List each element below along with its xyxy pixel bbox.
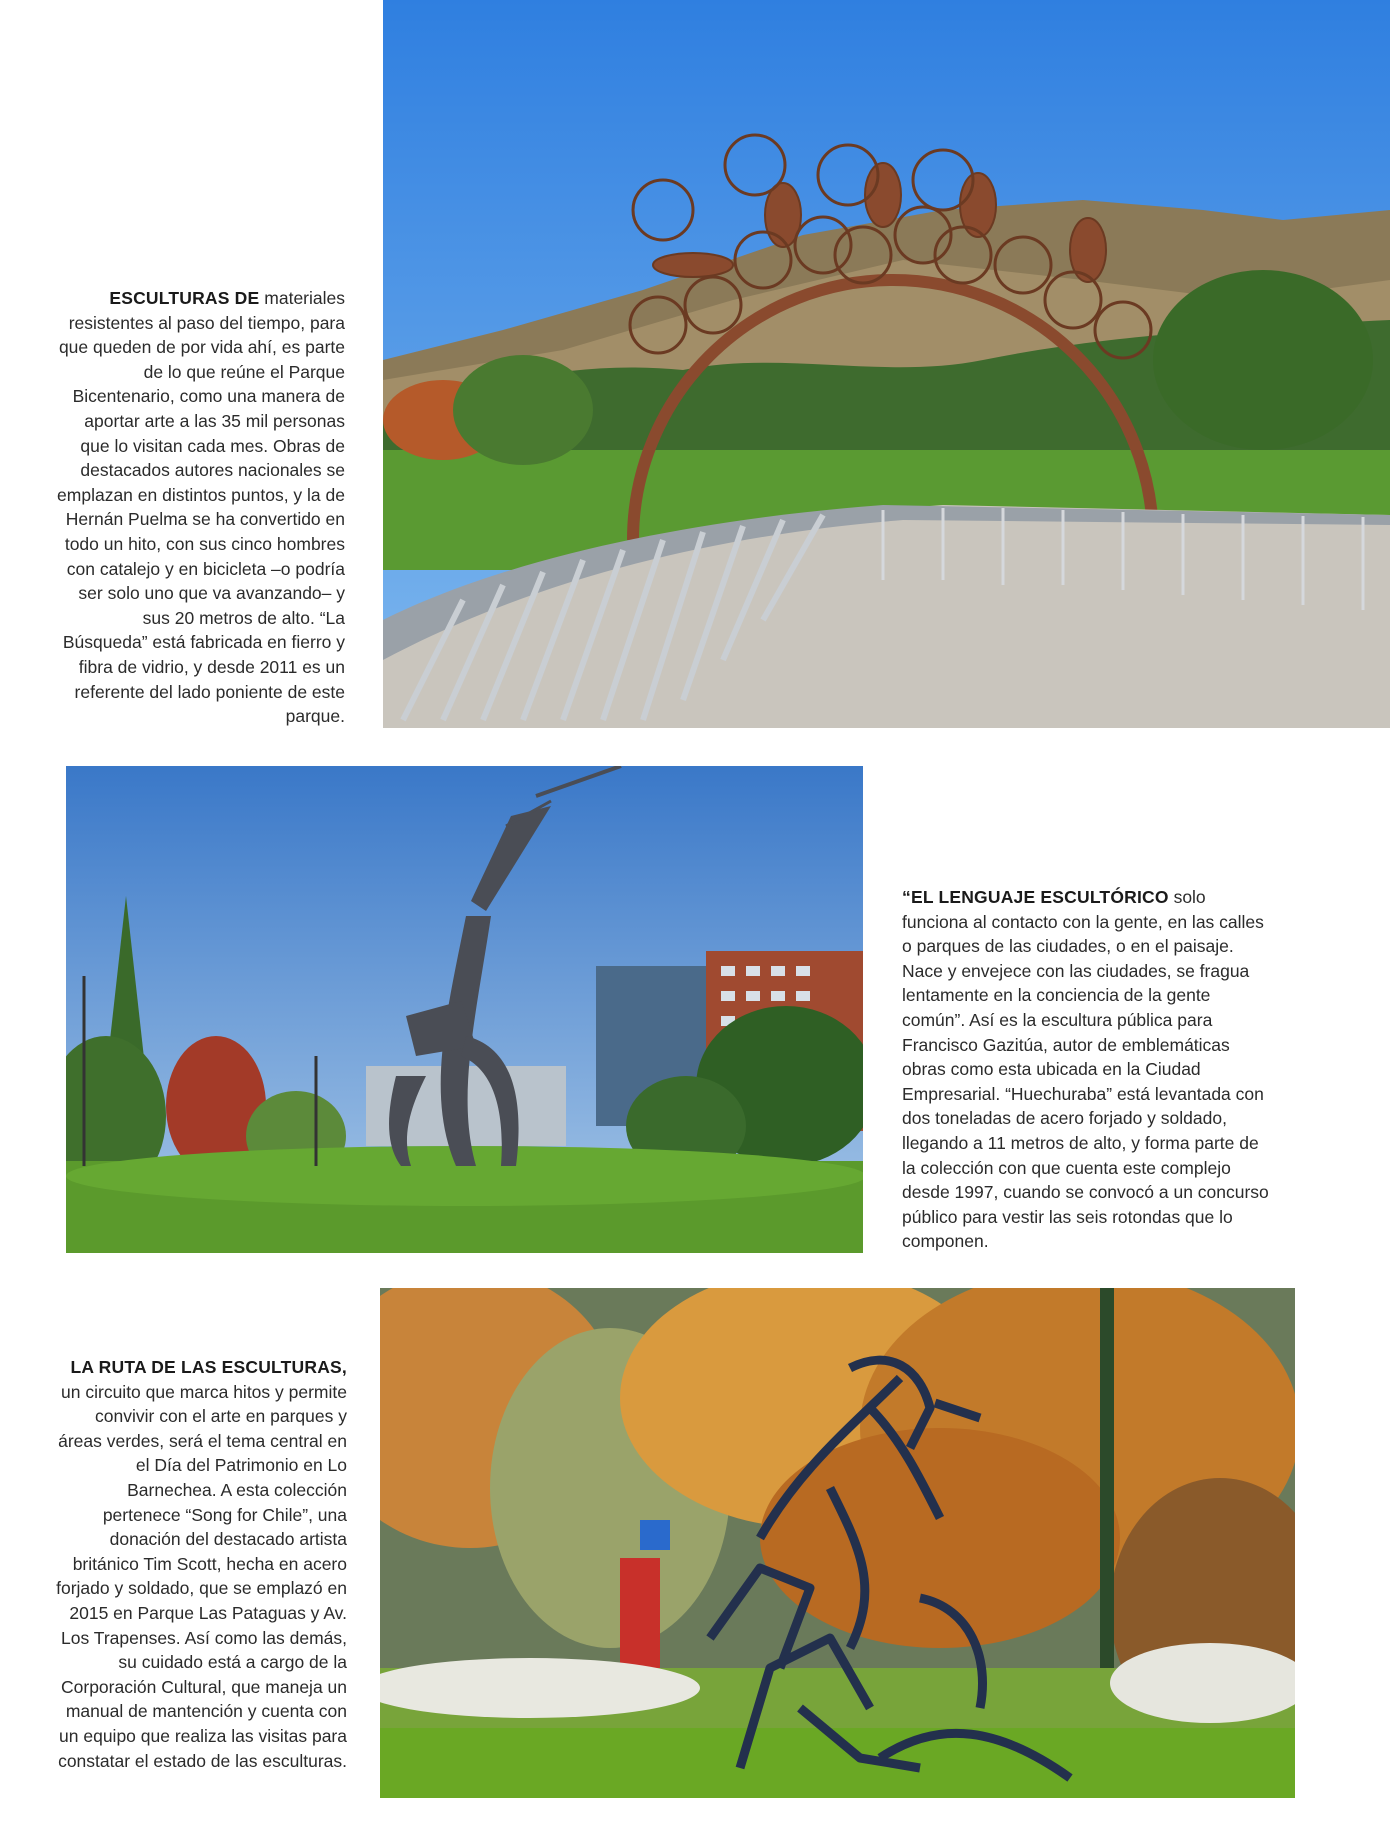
caption-body: materiales resistentes al paso del tiempo, para que queden de por vida ahí, es parte de lo que reúne el Parque Bicentenario, como una manera de aportar arte a las 35 mil personas que lo visitan cada mes. Obras de destacados autores nacionales se emplazan en distintos puntos, y la de Hernán Puelma se ha convertido en todo un hito, con sus cinco hombres con catalejo y en bicicleta –o podría ser solo uno que va avanzando– y sus 20 metros de alto. “La Búsqueda” está fabricada en fierro y fibra de vidrio, y desde 2011 es un referente del lado poniente de este parque. xyxy=(57,288,345,727)
photo-la-busqueda xyxy=(383,0,1390,728)
caption-body: solo funciona al contacto con la gente, en las calles o parques de las ciudades, o en el paisaje. Nace y envejece con las ciudades, se fragua lentamente en la conciencia de la gente común”. Así es la escultura pública para Francisco Gazitúa, autor de emblemáticas obras como esta ubicada en la Ciudad Empresarial. “Huechuraba” está levantada con dos toneladas de acero forjado y soldado, llegando a 11 metros de alto, y forma parte de la colección con que cuenta este complejo desde 1997, cuando se convocó a un concurso público para vestir las seis rotondas que lo componen. xyxy=(902,887,1269,1252)
photo-huechuraba xyxy=(66,766,863,1253)
caption-song-for-chile xyxy=(55,1355,347,1773)
caption-body: un circuito que marca hitos y permite convivir con el arte en parques y áreas verdes, será el tema central en el Día del Patrimonio en Lo Barnechea. A esta colección pertenece “Song for Chile”, una donación del destacado artista británico Tim Scott, hecha en acero forjado y soldado, que se emplazó en 2015 en Parque Las Pataguas y Av. Los Trapenses. Así como las demás, su cuidado está a cargo de la Corporación Cultural, que maneja un manual de mantención y cuenta con un equipo que realiza las visitas para constatar el estado de las esculturas. xyxy=(56,1381,347,1771)
caption-lead: “EL LENGUAJE ESCULTÓRICO xyxy=(902,887,1169,907)
caption-huechuraba xyxy=(902,885,1272,1254)
caption-la-busqueda xyxy=(55,286,345,729)
caption-lead: LA RUTA DE LAS ESCULTURAS, xyxy=(70,1357,347,1377)
caption-lead: ESCULTURAS DE xyxy=(109,288,260,308)
photo-song-for-chile xyxy=(380,1288,1295,1798)
